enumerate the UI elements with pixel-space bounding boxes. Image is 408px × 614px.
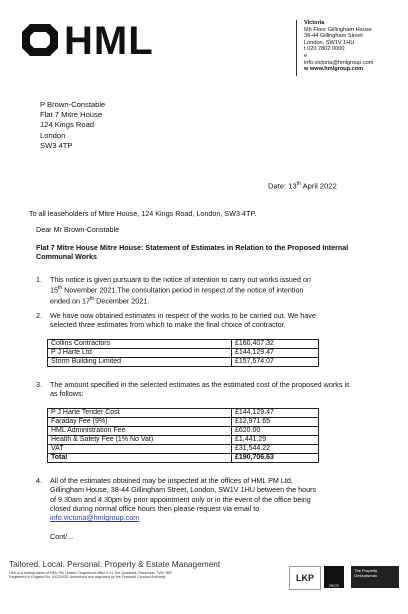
cost-amount: £620.00 — [232, 427, 319, 436]
table-row — [48, 427, 319, 436]
table-row — [48, 445, 319, 454]
table-row — [48, 340, 319, 349]
para-line — [50, 284, 390, 295]
office-line: London, SW1V 1HU — [304, 39, 355, 46]
para-line: of 9.30am and 4.30pm by prior appointment only or in the event of the office being — [50, 494, 311, 504]
para-line: This notice is given pursuant to the notice of intention to carry out works issued on — [50, 275, 311, 284]
recipient-line: Flat 7 Mitre House — [40, 110, 103, 120]
para-line: selected three estimates from which to make the final choice of contractor. — [50, 320, 286, 330]
office-divider — [296, 20, 297, 76]
recipient-address — [40, 100, 105, 151]
cost-amount: £144,129.47 — [232, 409, 319, 418]
recipient-line: London — [40, 130, 66, 140]
paragraph-2 — [50, 311, 390, 330]
office-email: info.victoria@hmlgroup.com — [304, 59, 374, 66]
hml-logo-text: HML — [64, 19, 154, 63]
office-line: 38-44 Gillingham Street — [304, 33, 363, 40]
para-line: Gillingham House, 38-44 Gillingham Street, London, SW1V 1HU between the hours — [50, 485, 317, 495]
date-num: 15 — [50, 285, 58, 295]
cost-table — [47, 408, 319, 463]
recipient-name: P Brown-Constable — [40, 100, 106, 109]
continued-note: Cont/... — [50, 532, 74, 541]
para-line — [50, 295, 390, 306]
office-address — [304, 20, 373, 73]
salutation: Dear Mr Brown-Constable — [36, 225, 120, 234]
cost-amount: £12,971.65 — [232, 418, 319, 427]
property-ombudsman-logo: The Property Ombudsman — [351, 566, 399, 588]
cost-item: Health & Safety Fee (1% No Vat) — [48, 436, 232, 445]
office-phone: t 020 7802 0000 — [304, 46, 345, 53]
contractor-name: Collins Contractors — [48, 340, 232, 349]
para-text: December 2021. — [96, 296, 150, 306]
table-row — [48, 358, 319, 367]
contractor-name: Storm Building Limited — [48, 358, 232, 367]
letter-date — [268, 181, 337, 191]
para-number: 3. — [36, 380, 42, 389]
cost-item: VAT — [48, 445, 232, 454]
para-line: as follows: — [50, 389, 84, 399]
estimate-amount: £160,407.32 — [232, 340, 319, 349]
para-number: 2. — [36, 311, 42, 320]
hml-logo-mark — [20, 22, 60, 58]
recipient-line: 124 Kings Road — [40, 120, 95, 130]
estimates-table — [47, 339, 319, 367]
footer-legal — [9, 571, 229, 580]
para-line: The amount specified in the selected estimates as the estimated cost of the proposed works is — [50, 380, 350, 389]
total-row — [48, 454, 319, 463]
para-number: 1. — [36, 275, 42, 284]
legal-line: HML is a trading name of HML PM Limited. Registered office 9-11 The Quadrant, Richmond, TW9 1BP. — [9, 571, 173, 575]
cost-item: Faraday Fee (9%) — [48, 418, 232, 427]
contractor-name: P J Harte Ltd — [48, 349, 232, 358]
legal-line: Registered in England No. 04231933. Authorised and regulated by the Financial Conduct Authority. — [9, 575, 167, 580]
estimate-amount: £144,129.47 — [232, 349, 319, 358]
table-row — [48, 436, 319, 445]
estimate-amount: £157,574.07 — [232, 358, 319, 367]
para-line: closed during normal office hours then please request via email to — [50, 503, 260, 513]
cost-item: P J Harte Tender Cost — [48, 409, 232, 418]
letter-subject: Flat 7 Mitre House Mitre House: Statement of Estimates in Relation to the Proposed Internal Communal Works — [36, 243, 349, 262]
total-label: Total — [48, 454, 232, 463]
date-num: 17 — [81, 296, 90, 306]
table-row — [48, 418, 319, 427]
para-line: We have now obtained estimates in respect of the works to be carried out. We have — [50, 311, 316, 320]
office-line: 6th Floor Gillingham House — [304, 26, 372, 33]
recipient-postcode: SW3 4TP — [40, 140, 73, 150]
cost-amount: £31,544.22 — [232, 445, 319, 454]
date-label: Date: — [268, 181, 287, 191]
rics-label: RICS — [329, 583, 339, 588]
para-text: ended on — [50, 296, 80, 306]
para-text: November 2021.The consultation period in respect of the notice of intention — [64, 285, 304, 295]
date-sup: th — [296, 181, 301, 187]
table-row — [48, 409, 319, 418]
table-row — [48, 349, 319, 358]
office-email-label: e — [304, 52, 308, 59]
date-rest: April 2022 — [302, 181, 337, 191]
office-title: Victoria — [304, 20, 325, 26]
date-day: 13 — [288, 181, 297, 191]
date-sup: th — [58, 285, 63, 292]
to-line: To all leaseholders of Mitre House, 124 Kings Road, London, SW3 4TP. — [29, 209, 257, 218]
lkp-logo: LKP — [289, 566, 321, 590]
cost-amount: £1,441.29 — [232, 436, 319, 445]
paragraph-4 — [50, 476, 390, 522]
paragraph-3 — [50, 380, 400, 399]
footer-tagline: Tailored. Local. Personal. Property & Estate Management — [9, 559, 221, 569]
email-link[interactable]: info.victoria@hmlgroup.com — [50, 513, 140, 523]
office-website: w www.hmlgroup.com — [304, 66, 364, 73]
rics-logo — [324, 566, 344, 588]
para-number: 4. — [36, 476, 42, 485]
cost-item: HML Administration Fee — [48, 427, 232, 436]
paragraph-1 — [50, 275, 390, 306]
date-sup: th — [89, 295, 95, 302]
total-amount: £190,706.63 — [232, 454, 319, 463]
para-line: All of the estimates obtained may be inspected at the offices of HML PM Ltd, — [50, 476, 293, 485]
